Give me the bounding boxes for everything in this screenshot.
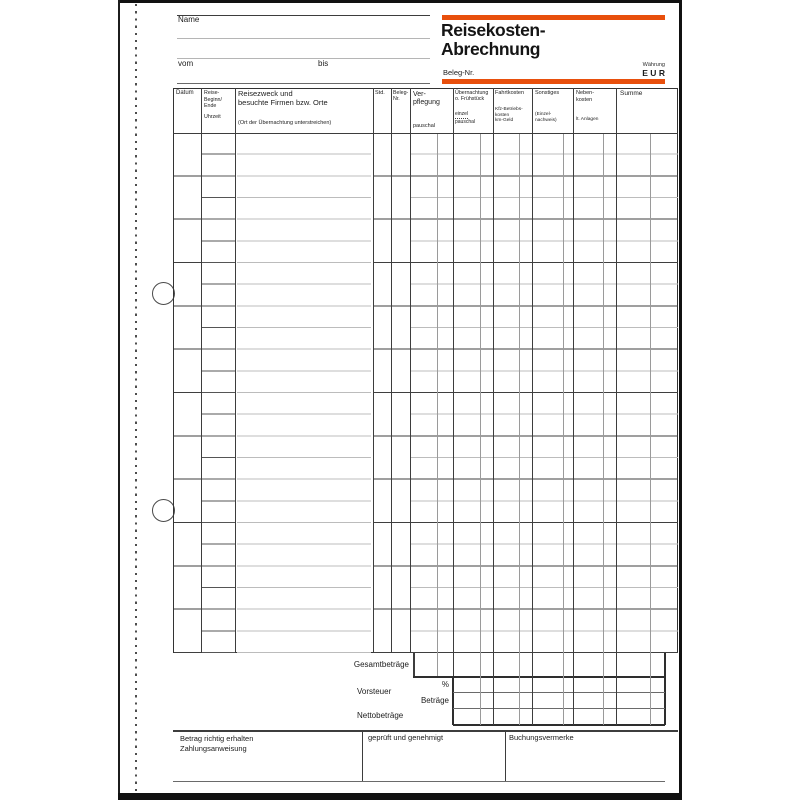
col-header-zweck-note: (Ort der Übernachtung unterstreichen) <box>238 120 332 126</box>
col-header-reise: Reise- Beginn/ Ende Uhrzeit <box>204 90 222 120</box>
vorsteuer-label: Vorsteuer <box>357 687 392 696</box>
name-label: Name <box>178 15 200 24</box>
col-header-std: Std. <box>375 90 385 96</box>
sheet-left-edge <box>118 0 120 800</box>
sheet-bottom-edge <box>118 793 682 800</box>
col-header-uebernachtung: Übernachtung o. Frühstück <box>455 90 489 103</box>
sheet-right-edge <box>679 0 682 800</box>
percent-label: % <box>441 680 449 689</box>
col-header-beleg: Beleg- Nr. <box>393 90 409 103</box>
rows-std-beleg-columns <box>374 133 410 653</box>
col-header-nebenkosten-sub: lt. Anlagen <box>576 117 599 122</box>
col-header-verpflegung: Ver- pflegung <box>413 91 440 106</box>
col-header-uebernachtung-pauschal: pauschal <box>455 119 476 125</box>
col-header-uebernachtung-einzel: einzel <box>455 112 468 119</box>
approved-label: geprüft und genehmigt <box>368 733 444 742</box>
col-header-zweck: Reisezweck und besuchte Firmen bzw. Orte <box>238 89 328 107</box>
currency-code: EUR <box>642 68 668 78</box>
col-header-summe: Summe <box>620 90 643 97</box>
currency-block <box>600 62 668 78</box>
sheet-top-edge <box>118 0 682 3</box>
nettobetraege-label: Nettobeträge <box>357 711 404 720</box>
col-header-datum: Datum <box>176 90 194 96</box>
col-header-sonstiges-sub: (Einzel- nachweis) <box>535 112 557 123</box>
form-title <box>441 21 545 59</box>
rows-amount-columns <box>411 133 678 653</box>
col-header-fahrtkosten-sub: Kfz-Betriebs- kosten km-Geld <box>495 107 523 124</box>
booking-notes-label: Buchungsvermerke <box>509 733 574 742</box>
col-header-verpflegung-sub: pauschal <box>413 123 436 129</box>
received-label: Betrag richtig erhalten Zahlungsanweisung <box>180 734 254 753</box>
rows-time-column <box>202 133 235 653</box>
rows-datum-column <box>174 133 201 653</box>
beleg-nr-label: Beleg-Nr. <box>443 68 475 77</box>
form-title-line1: Reisekosten- <box>441 20 546 40</box>
form-title-line2: Abrechnung <box>441 39 541 59</box>
punch-hole-top <box>152 282 175 305</box>
col-header-fahrtkosten: Fahrtkosten <box>495 90 525 96</box>
col-header-sonstiges: Sonstiges <box>535 90 560 96</box>
col-header-nebenkosten: Neben- kosten <box>576 90 595 103</box>
perforation-line <box>135 4 137 792</box>
accent-bar-bottom <box>442 79 665 84</box>
bis-label: bis <box>318 59 329 68</box>
betraege-label: Beträge <box>420 696 449 705</box>
gesamtbetraege-label: Gesamtbeträge <box>353 660 409 669</box>
punch-hole-bottom <box>152 499 175 522</box>
rows-purpose-column <box>237 133 371 653</box>
currency-caption: Währung <box>642 62 665 68</box>
vom-label: vom <box>178 59 194 68</box>
